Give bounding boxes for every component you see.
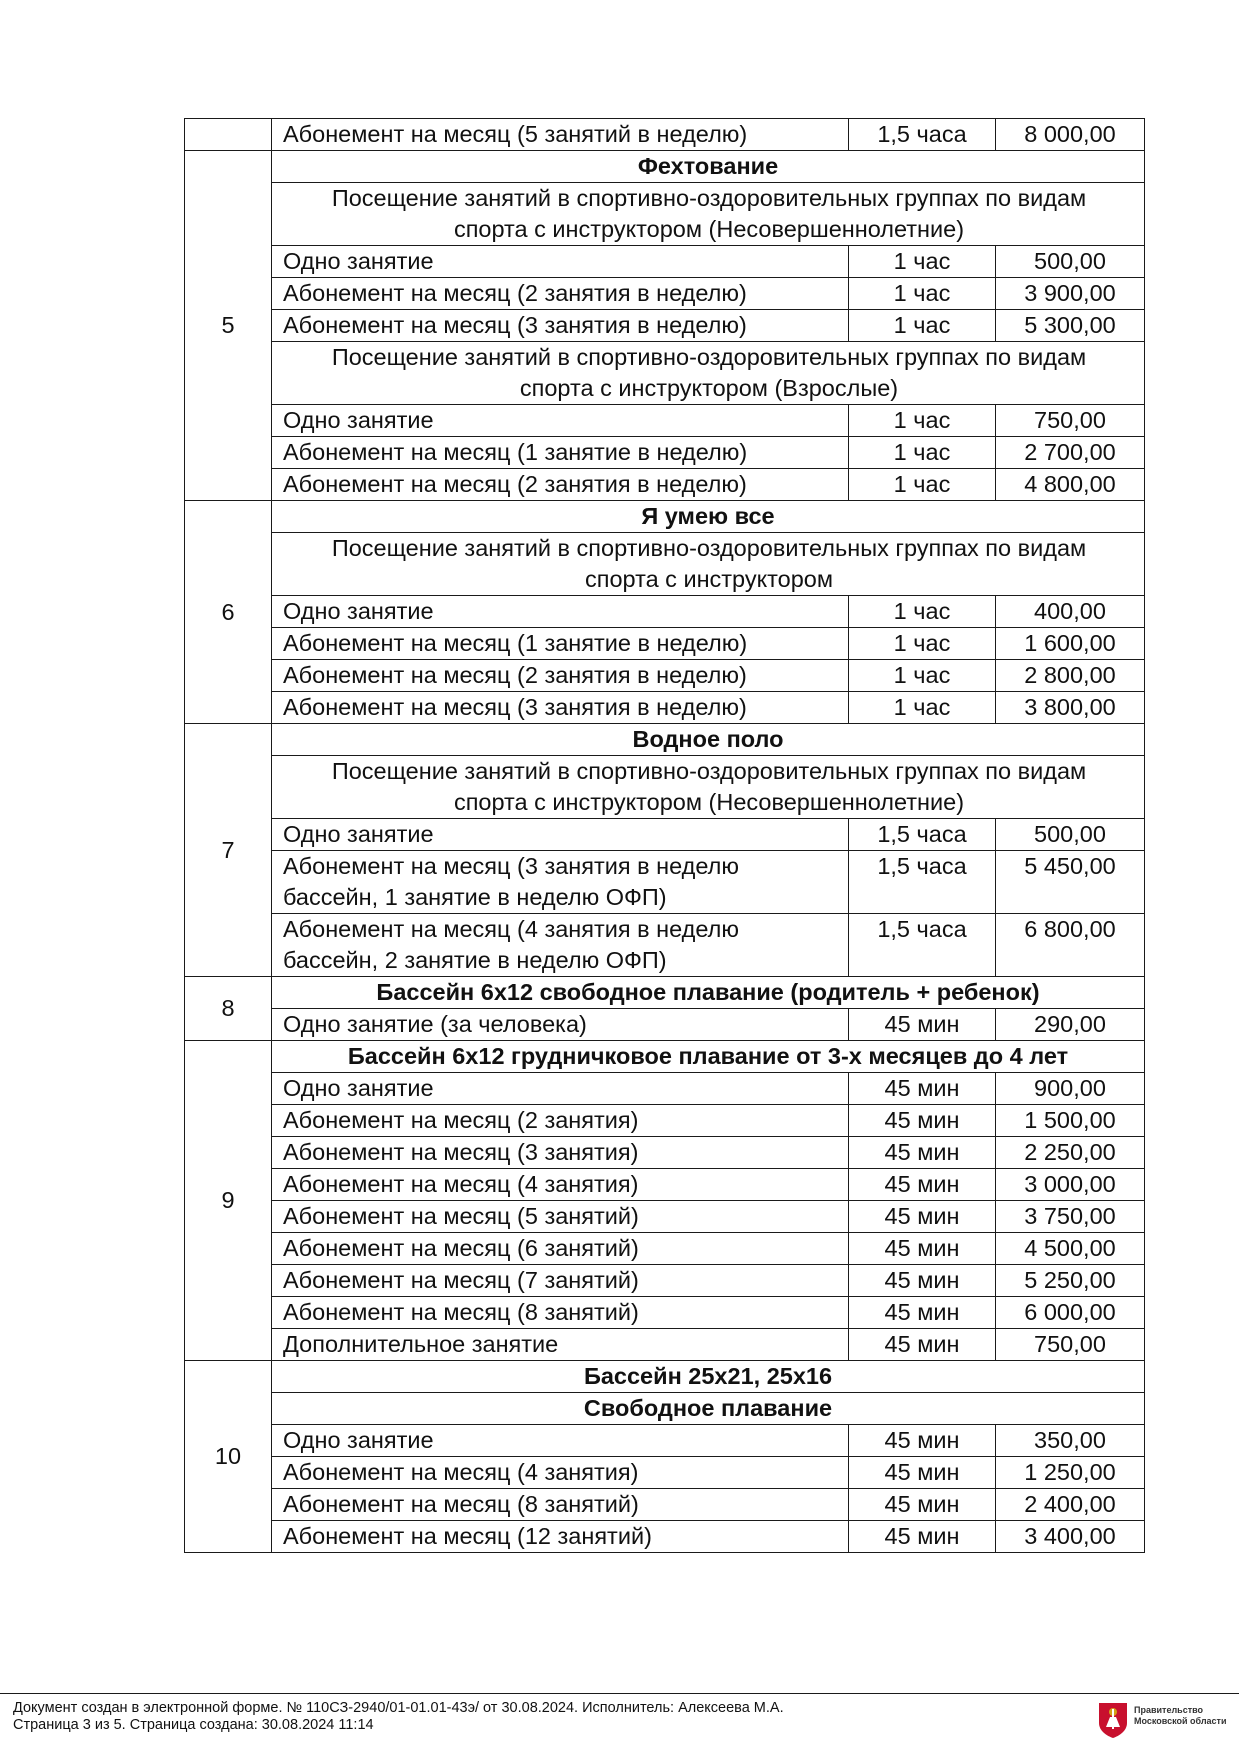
service-name: Абонемент на месяц (5 занятий) bbox=[272, 1201, 849, 1233]
service-name: Абонемент на месяц (7 занятий) bbox=[272, 1265, 849, 1297]
price-table bbox=[184, 118, 1145, 1553]
table-row bbox=[185, 596, 1145, 628]
service-duration: 1 час bbox=[849, 278, 996, 310]
table-row bbox=[185, 1137, 1145, 1169]
service-duration: 45 мин bbox=[849, 1233, 996, 1265]
service-duration: 45 мин bbox=[849, 1105, 996, 1137]
service-price: 2 700,00 bbox=[996, 437, 1145, 469]
service-price: 3 800,00 bbox=[996, 692, 1145, 724]
section-subtitle: Посещение занятий в спортивно-оздоровительных группах по видам спорта с инструктором bbox=[272, 533, 1145, 596]
service-duration: 1 час bbox=[849, 405, 996, 437]
service-duration: 45 мин bbox=[849, 1457, 996, 1489]
table-row bbox=[185, 1233, 1145, 1265]
section-number: 9 bbox=[185, 1041, 272, 1361]
table-row bbox=[185, 246, 1145, 278]
service-price: 3 400,00 bbox=[996, 1521, 1145, 1553]
service-price: 1 250,00 bbox=[996, 1457, 1145, 1489]
service-duration: 1,5 часа bbox=[849, 914, 996, 977]
table-row bbox=[185, 1521, 1145, 1553]
service-duration: 1,5 часа bbox=[849, 119, 996, 151]
section-header-row bbox=[185, 1393, 1145, 1425]
service-price: 900,00 bbox=[996, 1073, 1145, 1105]
service-price: 2 250,00 bbox=[996, 1137, 1145, 1169]
service-price: 4 800,00 bbox=[996, 469, 1145, 501]
table-row bbox=[185, 628, 1145, 660]
table-row bbox=[185, 310, 1145, 342]
table-row bbox=[185, 1201, 1145, 1233]
section-title: Бассейн 6х12 грудничковое плавание от 3-х месяцев до 4 лет bbox=[272, 1041, 1145, 1073]
service-name: Одно занятие (за человека) bbox=[272, 1009, 849, 1041]
service-name: Абонемент на месяц (2 занятия в неделю) bbox=[272, 660, 849, 692]
service-duration: 45 мин bbox=[849, 1297, 996, 1329]
service-name: Одно занятие bbox=[272, 405, 849, 437]
service-duration: 1 час bbox=[849, 246, 996, 278]
service-name: Абонемент на месяц (5 занятий в неделю) bbox=[272, 119, 849, 151]
service-name: Абонемент на месяц (4 занятия в неделю бассейн, 2 занятие в неделю ОФП) bbox=[272, 914, 849, 977]
service-price: 5 450,00 bbox=[996, 851, 1145, 914]
government-logo bbox=[1097, 1701, 1227, 1741]
service-duration: 45 мин bbox=[849, 1329, 996, 1361]
service-name: Абонемент на месяц (1 занятие в неделю) bbox=[272, 437, 849, 469]
service-price: 8 000,00 bbox=[996, 119, 1145, 151]
subheader-row bbox=[185, 342, 1145, 405]
table-row bbox=[185, 1329, 1145, 1361]
table-row bbox=[185, 1073, 1145, 1105]
service-name: Абонемент на месяц (3 занятия) bbox=[272, 1137, 849, 1169]
service-name: Дополнительное занятие bbox=[272, 1329, 849, 1361]
service-duration: 1 час bbox=[849, 692, 996, 724]
service-name: Абонемент на месяц (1 занятие в неделю) bbox=[272, 628, 849, 660]
service-duration: 1 час bbox=[849, 437, 996, 469]
service-name: Одно занятие bbox=[272, 1073, 849, 1105]
section-header-row bbox=[185, 501, 1145, 533]
table-row bbox=[185, 1297, 1145, 1329]
service-price: 1 600,00 bbox=[996, 628, 1145, 660]
service-name: Абонемент на месяц (3 занятия в неделю) bbox=[272, 692, 849, 724]
subheader-row bbox=[185, 756, 1145, 819]
section-title: Водное поло bbox=[272, 724, 1145, 756]
table-row bbox=[185, 660, 1145, 692]
section-header-row bbox=[185, 724, 1145, 756]
service-name: Абонемент на месяц (8 занятий) bbox=[272, 1297, 849, 1329]
table-row bbox=[185, 469, 1145, 501]
section-header-row bbox=[185, 1041, 1145, 1073]
footer-line-document: Документ создан в электронной форме. № 110СЗ-2940/01-01.01-43э/ от 30.08.2024. Исполнитель: Алексеева М.А. bbox=[13, 1700, 784, 1716]
service-name: Абонемент на месяц (2 занятия в неделю) bbox=[272, 278, 849, 310]
table-row bbox=[185, 851, 1145, 914]
table-row bbox=[185, 1169, 1145, 1201]
section-number: 7 bbox=[185, 724, 272, 977]
table-row bbox=[185, 914, 1145, 977]
service-price: 350,00 bbox=[996, 1425, 1145, 1457]
section-subtitle: Свободное плавание bbox=[272, 1393, 1145, 1425]
service-duration: 45 мин bbox=[849, 1489, 996, 1521]
table-row bbox=[185, 278, 1145, 310]
section-title: Бассейн 25х21, 25х16 bbox=[272, 1361, 1145, 1393]
table-row bbox=[185, 1489, 1145, 1521]
table-row bbox=[185, 819, 1145, 851]
table-row bbox=[185, 1105, 1145, 1137]
section-number: 6 bbox=[185, 501, 272, 724]
table-row bbox=[185, 1265, 1145, 1297]
section-title: Я умею все bbox=[272, 501, 1145, 533]
service-price: 3 900,00 bbox=[996, 278, 1145, 310]
service-duration: 45 мин bbox=[849, 1009, 996, 1041]
section-header-row bbox=[185, 1361, 1145, 1393]
table-row bbox=[185, 1009, 1145, 1041]
service-duration: 45 мин bbox=[849, 1201, 996, 1233]
service-price: 4 500,00 bbox=[996, 1233, 1145, 1265]
service-name: Одно занятие bbox=[272, 1425, 849, 1457]
service-name: Абонемент на месяц (8 занятий) bbox=[272, 1489, 849, 1521]
service-name: Абонемент на месяц (12 занятий) bbox=[272, 1521, 849, 1553]
service-price: 400,00 bbox=[996, 596, 1145, 628]
service-duration: 45 мин bbox=[849, 1265, 996, 1297]
section-number: 5 bbox=[185, 151, 272, 501]
table-row bbox=[185, 119, 1145, 151]
service-duration: 45 мин bbox=[849, 1425, 996, 1457]
service-price: 750,00 bbox=[996, 405, 1145, 437]
section-subtitle: Посещение занятий в спортивно-оздоровительных группах по видам спорта с инструктором (Взрослые) bbox=[272, 342, 1145, 405]
logo-label: Правительство Московской области bbox=[1134, 1705, 1227, 1726]
service-name: Одно занятие bbox=[272, 819, 849, 851]
section-subtitle: Посещение занятий в спортивно-оздоровительных группах по видам спорта с инструктором (Несовершеннолетние) bbox=[272, 183, 1145, 246]
table-row bbox=[185, 1425, 1145, 1457]
section-number: 8 bbox=[185, 977, 272, 1041]
service-price: 6 800,00 bbox=[996, 914, 1145, 977]
service-price: 290,00 bbox=[996, 1009, 1145, 1041]
service-price: 500,00 bbox=[996, 246, 1145, 278]
table-row bbox=[185, 1457, 1145, 1489]
service-price: 5 250,00 bbox=[996, 1265, 1145, 1297]
service-price: 500,00 bbox=[996, 819, 1145, 851]
subheader-row bbox=[185, 183, 1145, 246]
service-price: 5 300,00 bbox=[996, 310, 1145, 342]
service-price: 3 750,00 bbox=[996, 1201, 1145, 1233]
service-name: Абонемент на месяц (3 занятия в неделю) bbox=[272, 310, 849, 342]
section-title: Бассейн 6х12 свободное плавание (родитель + ребенок) bbox=[272, 977, 1145, 1009]
table-row bbox=[185, 692, 1145, 724]
footer-line-page: Страница 3 из 5. Страница создана: 30.08.2024 11:14 bbox=[13, 1717, 374, 1733]
service-name: Одно занятие bbox=[272, 596, 849, 628]
service-duration: 1,5 часа bbox=[849, 851, 996, 914]
service-name: Абонемент на месяц (4 занятия) bbox=[272, 1457, 849, 1489]
service-duration: 1 час bbox=[849, 310, 996, 342]
service-name: Абонемент на месяц (2 занятия) bbox=[272, 1105, 849, 1137]
document-footer bbox=[13, 1700, 1063, 1734]
section-subtitle: Посещение занятий в спортивно-оздоровительных группах по видам спорта с инструктором (Несовершеннолетние) bbox=[272, 756, 1145, 819]
table-row bbox=[185, 437, 1145, 469]
service-price: 750,00 bbox=[996, 1329, 1145, 1361]
service-duration: 1 час bbox=[849, 628, 996, 660]
service-name: Абонемент на месяц (6 занятий) bbox=[272, 1233, 849, 1265]
service-price: 1 500,00 bbox=[996, 1105, 1145, 1137]
section-title: Фехтование bbox=[272, 151, 1145, 183]
table-row bbox=[185, 405, 1145, 437]
service-name: Абонемент на месяц (2 занятия в неделю) bbox=[272, 469, 849, 501]
service-duration: 45 мин bbox=[849, 1169, 996, 1201]
service-name: Абонемент на месяц (4 занятия) bbox=[272, 1169, 849, 1201]
service-duration: 1 час bbox=[849, 660, 996, 692]
service-duration: 45 мин bbox=[849, 1521, 996, 1553]
section-number: 10 bbox=[185, 1361, 272, 1553]
service-name: Одно занятие bbox=[272, 246, 849, 278]
service-price: 6 000,00 bbox=[996, 1297, 1145, 1329]
service-duration: 45 мин bbox=[849, 1073, 996, 1105]
service-duration: 1 час bbox=[849, 596, 996, 628]
subheader-row bbox=[185, 533, 1145, 596]
service-price: 2 800,00 bbox=[996, 660, 1145, 692]
service-name: Абонемент на месяц (3 занятия в неделю бассейн, 1 занятие в неделю ОФП) bbox=[272, 851, 849, 914]
service-price: 3 000,00 bbox=[996, 1169, 1145, 1201]
service-duration: 1,5 часа bbox=[849, 819, 996, 851]
coat-of-arms-icon bbox=[1097, 1701, 1129, 1739]
service-price: 2 400,00 bbox=[996, 1489, 1145, 1521]
service-duration: 1 час bbox=[849, 469, 996, 501]
section-number-cell bbox=[185, 119, 272, 151]
service-duration: 45 мин bbox=[849, 1137, 996, 1169]
section-header-row bbox=[185, 977, 1145, 1009]
footer-divider bbox=[0, 1693, 1239, 1694]
section-header-row bbox=[185, 151, 1145, 183]
